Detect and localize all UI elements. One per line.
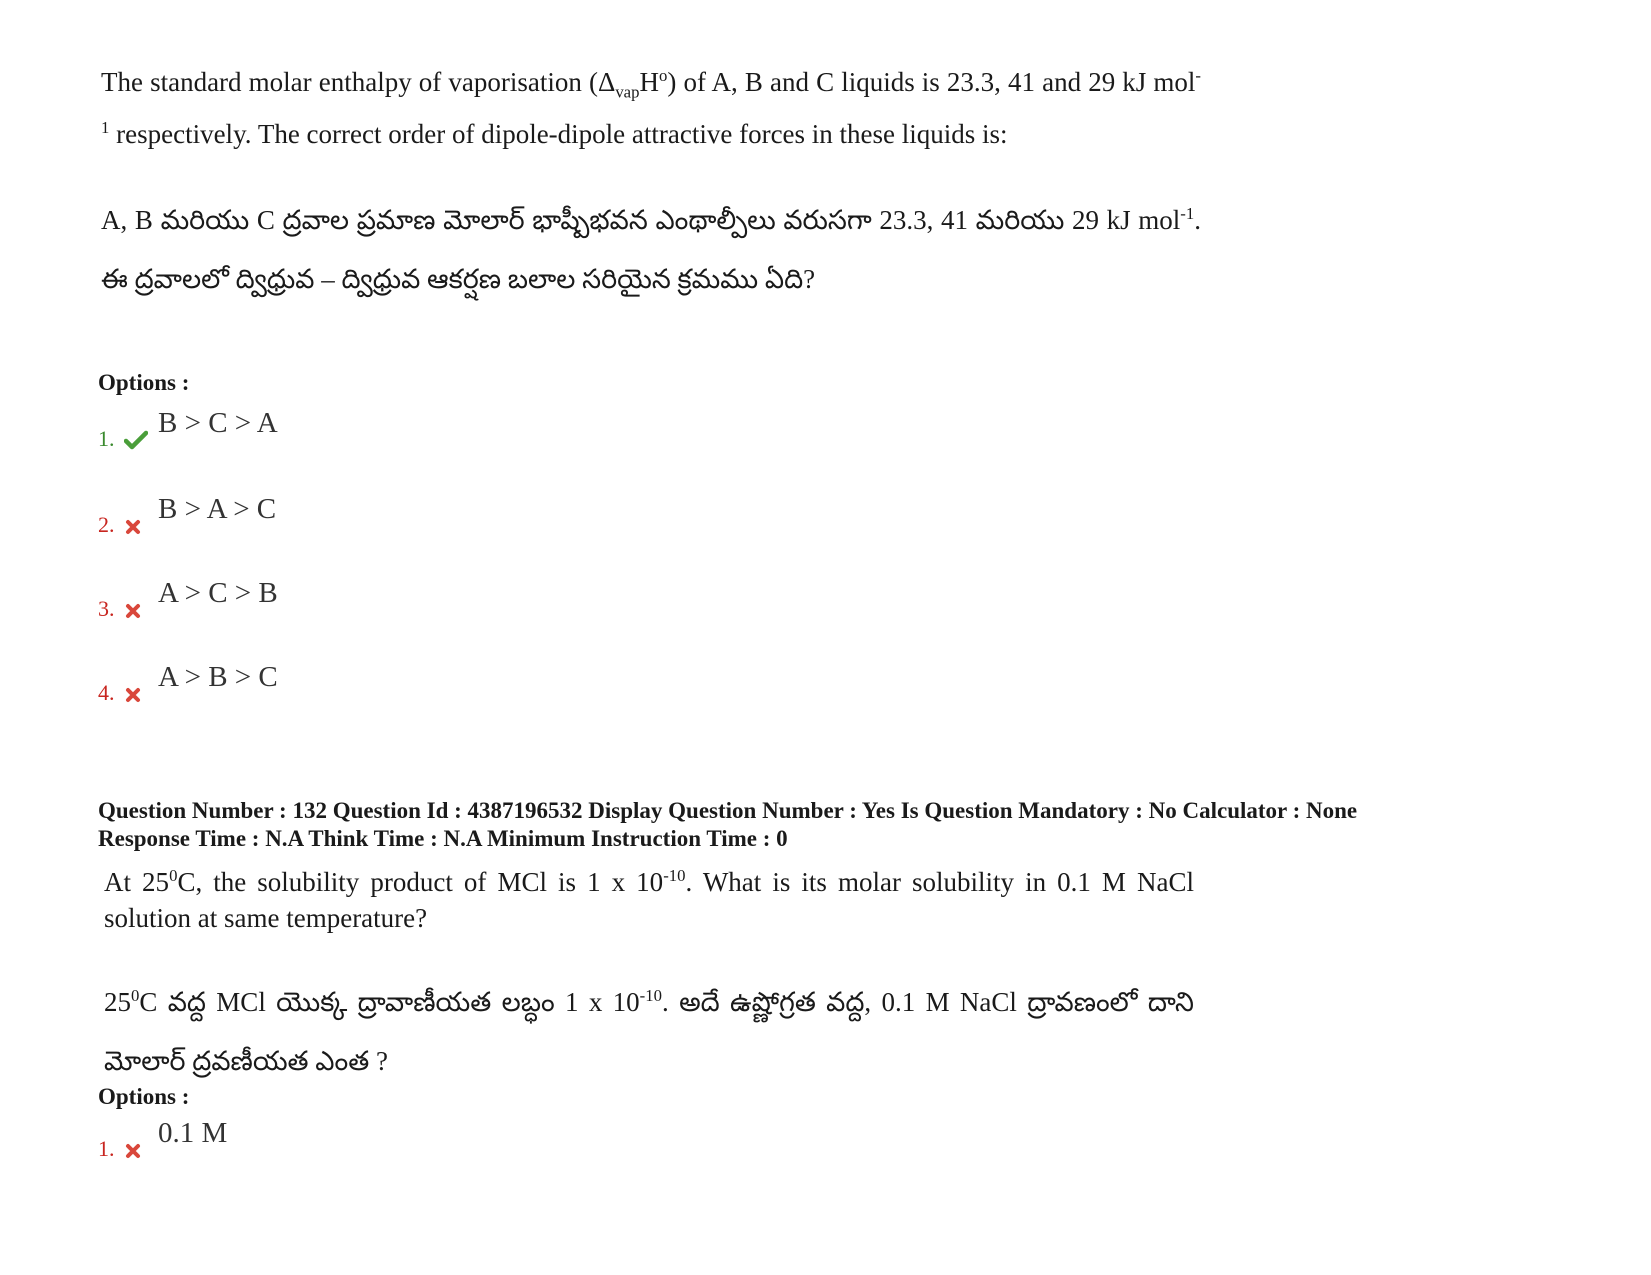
option-text: A > C > B	[158, 577, 278, 609]
cross-icon	[124, 514, 152, 538]
option-number: 3.	[98, 596, 115, 621]
option-text: B > A > C	[158, 493, 277, 525]
option-3[interactable]	[98, 577, 278, 622]
options-label: Options :	[98, 1084, 190, 1109]
option-number: 4.	[98, 680, 115, 705]
option-1[interactable]	[98, 1117, 228, 1162]
option-text: B > C > A	[158, 407, 278, 439]
cross-icon	[124, 598, 152, 622]
question-text-telugu: $25^0C$ వద్ద MCl యొక్క ద్రావాణీయత లబ్ధం 1 x $10^{-10}$. అదే ఉష్ణోగ్రత వద్ద, 0.1 M NaCl ద్రావణంలో దాని మోలార్ ద్రవణీయత ఎంత ?	[104, 986, 1194, 1076]
option-text: A > B > C	[158, 661, 278, 693]
question-meta-line-1: Question Number : 132 Question Id : 4387196532 Display Question Number : Yes Is Question Mandatory : No Calculator : None	[98, 798, 1358, 823]
option-1[interactable]	[98, 407, 278, 452]
option-4[interactable]	[98, 661, 278, 706]
option-2[interactable]	[98, 493, 277, 538]
question-text-english: At $25^0C$, the solubility product of MCl is 1 x $10^{-10}$. What is its molar solubility in 0.1 M NaCl solution at same temperature?	[104, 866, 1194, 933]
question-text-telugu: A, B మరియు C ద్రవాల ప్రమాణ మోలార్ భాష్పీభవన ఎంథాల్పీలు వరుసగా 23.3, 41 మరియు 29 kJ mol$^{-1}$. ఈ ద్రవాలలో ద్విధ్రువ – ద్విధ్రువ ఆకర్షణ బలాల సరియైన క్రమము ఏది?	[101, 204, 1201, 294]
option-text: 0.1 M	[158, 1117, 228, 1149]
question-meta-line-2: Response Time : N.A Think Time : N.A Minimum Instruction Time : 0	[98, 826, 788, 851]
option-number: 1.	[98, 1136, 115, 1161]
question-text-english: The standard molar enthalpy of vaporisation $(\Delta_{vap}H^o)$ of A, B and C liquids is 23.3, 41 and 29 kJ mol$^{-1}$ respectively. The correct order of dipole-dipole attractive forces in these liquids is:	[101, 66, 1201, 150]
cross-icon	[124, 1138, 152, 1162]
question-meta	[98, 797, 1357, 853]
options-label: Options :	[98, 370, 190, 395]
check-icon	[124, 428, 152, 452]
cross-icon	[124, 682, 152, 706]
option-number: 2.	[98, 512, 115, 537]
option-number: 1.	[98, 426, 115, 451]
